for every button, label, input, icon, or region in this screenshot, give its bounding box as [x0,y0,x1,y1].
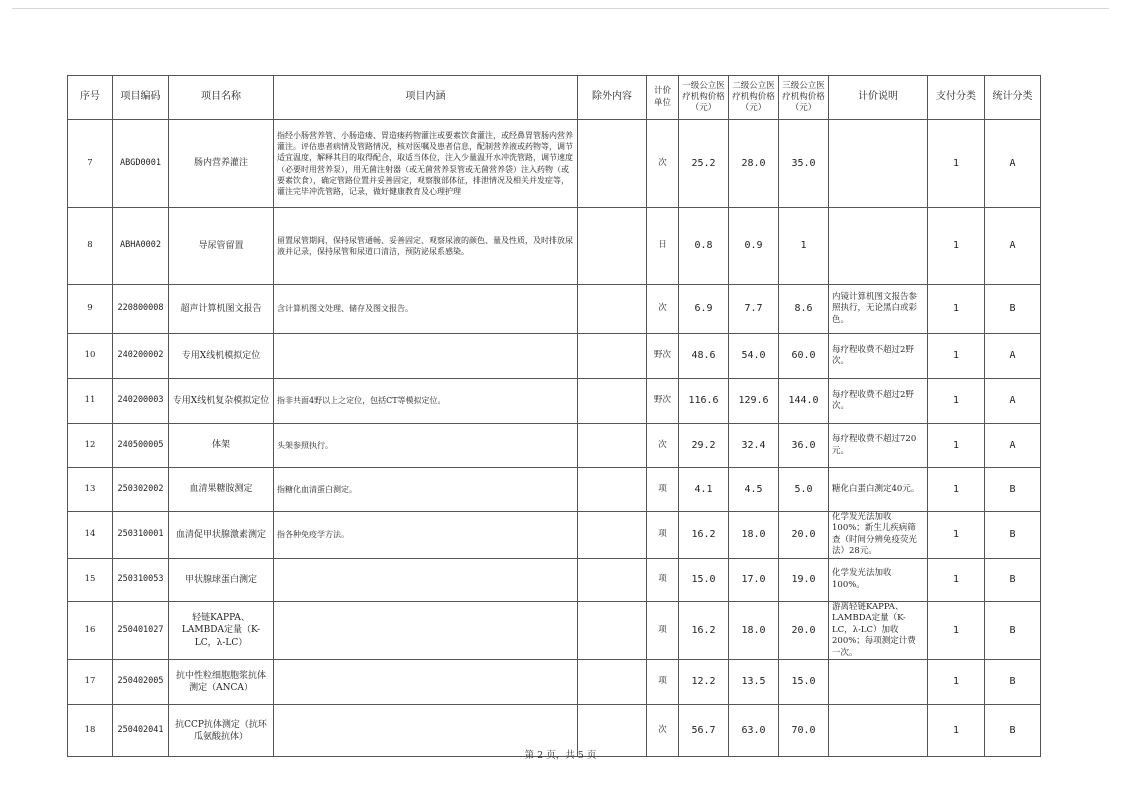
cell-exclude [578,660,647,705]
cell-unit: 次 [647,285,679,334]
cell-name: 超声计算机图文报告 [169,285,274,334]
header-note: 计价说明 [829,76,928,120]
cell-note: 游离轻链KAPPA、LAMBDA定量（K-LC，λ-LC）加收200%；每项测定计费一次。 [829,601,928,659]
cell-pay: 1 [928,424,985,468]
cell-price-level1: 6.9 [679,285,729,334]
cell-code: 240500005 [113,424,169,468]
cell-note: 每疗程收费不超过720元。 [829,424,928,468]
header-pay: 支付分类 [928,76,985,120]
cell-price-level1: 16.2 [679,512,729,559]
cell-pay: 1 [928,468,985,512]
header-seq: 序号 [68,76,113,120]
cell-note: 糖化白蛋白测定40元。 [829,468,928,512]
header-price-level2: 二级公立医疗机构价格（元） [729,76,779,120]
cell-content [274,334,578,379]
cell-unit: 次 [647,120,679,208]
cell-name: 肠内营养灌注 [169,120,274,208]
table-row [68,379,1041,424]
cell-price-level1: 12.2 [679,660,729,705]
cell-code: ABGD0001 [113,120,169,208]
cell-seq: 7 [68,120,113,208]
cell-exclude [578,285,647,334]
table-row [68,208,1041,285]
table-row [68,512,1041,559]
cell-pay: 1 [928,512,985,559]
cell-name: 专用X线机复杂模拟定位 [169,379,274,424]
cell-stat: B [985,705,1041,757]
cell-price-level3: 5.0 [779,468,829,512]
cell-price-level3: 19.0 [779,558,829,601]
cell-price-level1: 116.6 [679,379,729,424]
cell-stat: B [985,558,1041,601]
cell-name: 轻链KAPPA、LAMBDA定量（K-LC，λ-LC） [169,601,274,659]
cell-price-level2: 28.0 [729,120,779,208]
cell-price-level2: 17.0 [729,558,779,601]
cell-content: 留置尿管期间，保持尿管通畅、妥善固定、观察尿液的颜色、量及性质，及时排放尿液并记录，保持尿管和尿道口清洁，预防泌尿系感染。 [274,208,578,285]
cell-seq: 18 [68,705,113,757]
cell-content: 指非共面4野以上之定位，包括CT等模拟定位。 [274,379,578,424]
cell-unit: 项 [647,468,679,512]
header-stat: 统计分类 [985,76,1041,120]
cell-unit: 日 [647,208,679,285]
cell-unit: 野次 [647,379,679,424]
cell-price-level1: 0.8 [679,208,729,285]
price-table [67,75,1041,757]
cell-price-level2: 4.5 [729,468,779,512]
table-header-row [68,76,1041,120]
table-row [68,468,1041,512]
cell-price-level2: 54.0 [729,334,779,379]
cell-price-level3: 70.0 [779,705,829,757]
cell-pay: 1 [928,601,985,659]
header-code: 项目编码 [113,76,169,120]
cell-exclude [578,120,647,208]
cell-pay: 1 [928,334,985,379]
cell-unit: 项 [647,558,679,601]
cell-exclude [578,424,647,468]
cell-content: 头架参照执行。 [274,424,578,468]
cell-note [829,120,928,208]
cell-note: 化学发光法加收100%。 [829,558,928,601]
cell-exclude [578,379,647,424]
cell-name: 抗CCP抗体测定（抗环瓜氨酸抗体） [169,705,274,757]
cell-seq: 12 [68,424,113,468]
cell-exclude [578,334,647,379]
cell-pay: 1 [928,208,985,285]
cell-price-level2: 7.7 [729,285,779,334]
cell-code: 250310001 [113,512,169,559]
cell-unit: 项 [647,660,679,705]
cell-unit: 次 [647,424,679,468]
cell-seq: 8 [68,208,113,285]
cell-content: 指经小肠营养管、小肠造瘘、胃造瘘药物灌注或要素饮食灌注，或经鼻胃管肠内营养灌注。评估患者病情及管路情况，核对医嘱及患者信息，配制营养液或药物等，调节适宜温度，解释其目的取得配合，取适当体位，注入少量温开水冲洗管路，调节速度（必要时用营养泵），用无菌注射器（或无菌营养泵管或无菌营养袋）注入药物（或要素饮食），确定管路位置并妥善固定，观察腹部体征，排泄情况及相关并发症等，灌注完毕冲洗管路，记录，做好健康教育及心理护理 [274,120,578,208]
cell-pay: 1 [928,558,985,601]
cell-unit: 次 [647,705,679,757]
cell-seq: 14 [68,512,113,559]
cell-price-level3: 60.0 [779,334,829,379]
table-row [68,285,1041,334]
header-price-level3: 三级公立医疗机构价格（元） [779,76,829,120]
cell-stat: A [985,379,1041,424]
cell-pay: 1 [928,285,985,334]
cell-price-level1: 25.2 [679,120,729,208]
cell-exclude [578,512,647,559]
cell-seq: 10 [68,334,113,379]
cell-stat: B [985,601,1041,659]
cell-content: 指糖化血清蛋白测定。 [274,468,578,512]
cell-price-level2: 0.9 [729,208,779,285]
cell-price-level2: 32.4 [729,424,779,468]
cell-content [274,558,578,601]
cell-name: 抗中性粒细胞胞浆抗体测定（ANCA） [169,660,274,705]
cell-price-level3: 36.0 [779,424,829,468]
cell-price-level2: 18.0 [729,512,779,559]
cell-note [829,660,928,705]
cell-code: 250302002 [113,468,169,512]
cell-price-level3: 20.0 [779,512,829,559]
cell-unit: 项 [647,512,679,559]
header-content: 项目内涵 [274,76,578,120]
cell-price-level1: 15.0 [679,558,729,601]
cell-note: 每疗程收费不超过2野次。 [829,334,928,379]
page-top-rule [12,8,1109,9]
cell-seq: 15 [68,558,113,601]
cell-price-level3: 8.6 [779,285,829,334]
table-body [68,120,1041,757]
header-price-level1: 一级公立医疗机构价格（元） [679,76,729,120]
cell-name: 血清果糖胺测定 [169,468,274,512]
cell-stat: B [985,660,1041,705]
cell-price-level2: 63.0 [729,705,779,757]
cell-content: 含计算机图文处理、储存及图文报告。 [274,285,578,334]
cell-stat: A [985,120,1041,208]
cell-price-level3: 144.0 [779,379,829,424]
cell-price-level2: 129.6 [729,379,779,424]
cell-note: 化学发光法加收100%；新生儿疾病筛查（时间分辨免疫荧光法）28元。 [829,512,928,559]
cell-price-level3: 35.0 [779,120,829,208]
cell-note: 每疗程收费不超过2野次。 [829,379,928,424]
cell-seq: 11 [68,379,113,424]
cell-price-level1: 16.2 [679,601,729,659]
cell-content [274,660,578,705]
cell-pay: 1 [928,379,985,424]
cell-exclude [578,601,647,659]
cell-content [274,601,578,659]
cell-name: 血清促甲状腺激素测定 [169,512,274,559]
cell-price-level1: 4.1 [679,468,729,512]
cell-note [829,208,928,285]
cell-code: 220800008 [113,285,169,334]
cell-code: 250401027 [113,601,169,659]
table-row [68,601,1041,659]
cell-code: 250310053 [113,558,169,601]
cell-unit: 项 [647,601,679,659]
cell-code: 250402041 [113,705,169,757]
table-row [68,424,1041,468]
cell-price-level3: 15.0 [779,660,829,705]
cell-price-level1: 48.6 [679,334,729,379]
cell-stat: A [985,424,1041,468]
cell-price-level3: 1 [779,208,829,285]
table-row [68,334,1041,379]
header-name: 项目名称 [169,76,274,120]
cell-exclude [578,468,647,512]
cell-pay: 1 [928,705,985,757]
cell-code: 240200002 [113,334,169,379]
cell-price-level2: 13.5 [729,660,779,705]
table-row [68,558,1041,601]
cell-unit: 野次 [647,334,679,379]
cell-price-level2: 18.0 [729,601,779,659]
cell-price-level1: 56.7 [679,705,729,757]
cell-stat: B [985,512,1041,559]
cell-name: 体架 [169,424,274,468]
cell-seq: 16 [68,601,113,659]
cell-pay: 1 [928,120,985,208]
cell-code: ABHA0002 [113,208,169,285]
header-unit: 计价单位 [647,76,679,120]
cell-exclude [578,208,647,285]
cell-exclude [578,558,647,601]
cell-stat: B [985,285,1041,334]
cell-seq: 9 [68,285,113,334]
cell-note: 内镜计算机图文报告参照执行，无论黑白或彩色。 [829,285,928,334]
cell-seq: 17 [68,660,113,705]
cell-stat: A [985,208,1041,285]
cell-seq: 13 [68,468,113,512]
cell-price-level1: 29.2 [679,424,729,468]
cell-code: 240200003 [113,379,169,424]
header-exclude: 除外内容 [578,76,647,120]
cell-stat: A [985,334,1041,379]
page-number: 第 2 页，共 5 页 [524,750,597,761]
cell-stat: B [985,468,1041,512]
cell-code: 250402005 [113,660,169,705]
table-row [68,120,1041,208]
cell-name: 甲状腺球蛋白测定 [169,558,274,601]
cell-pay: 1 [928,660,985,705]
cell-content: 指各种免疫学方法。 [274,512,578,559]
cell-name: 专用X线机模拟定位 [169,334,274,379]
cell-price-level3: 20.0 [779,601,829,659]
table-row [68,660,1041,705]
cell-name: 导尿管留置 [169,208,274,285]
